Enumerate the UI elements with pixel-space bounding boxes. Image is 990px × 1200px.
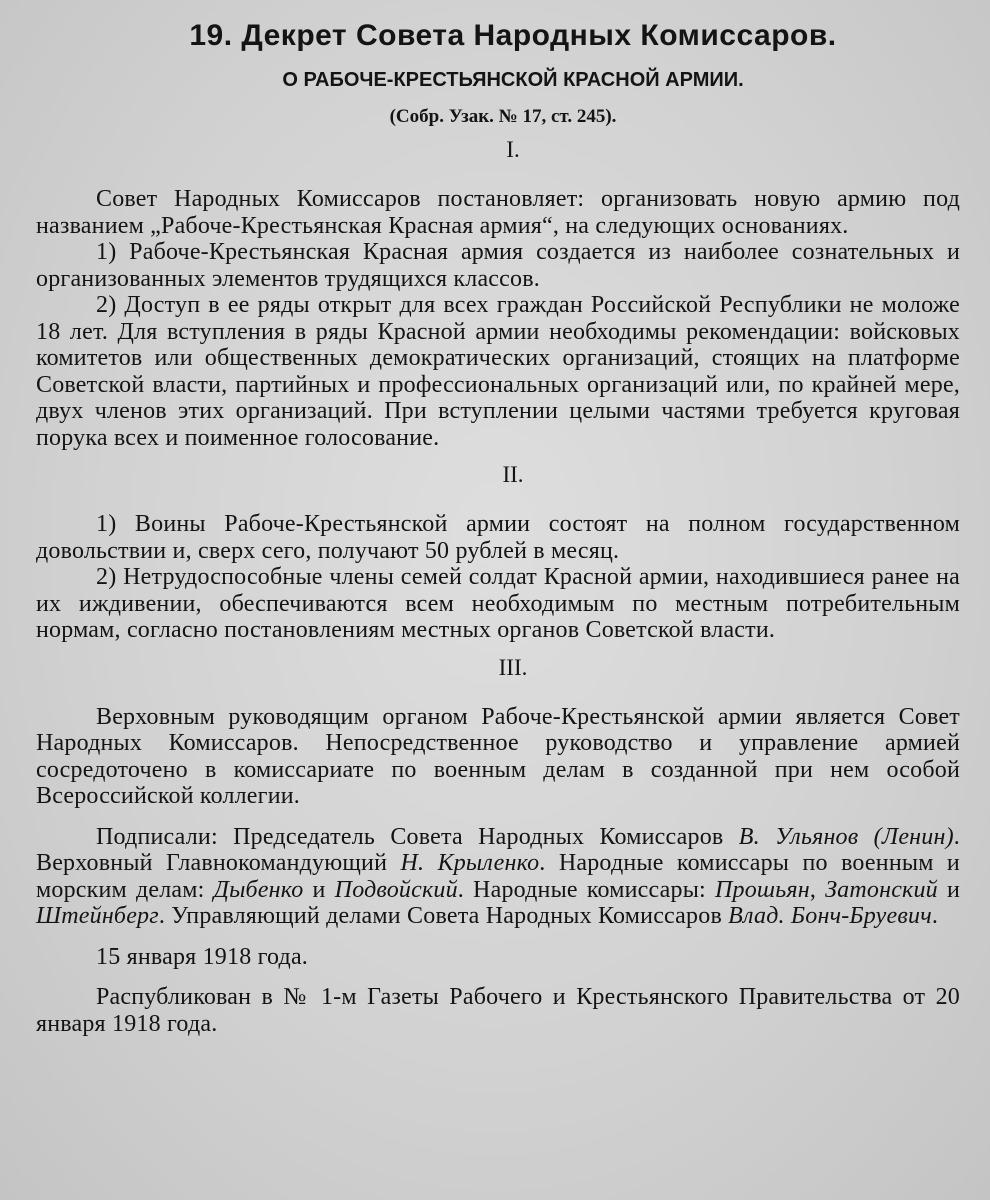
signatures-text-4: и [303, 876, 335, 903]
decree-date: 15 января 1918 года. [96, 943, 309, 970]
section-1-paragraph-1: 1) Рабоче-Крестьянская Красная армия создается из наиболее сознательных и организованных элементов трудящихся классов. [36, 239, 960, 292]
signatures-text-5: . Народные комиссары: [457, 876, 715, 903]
signatory-bonch-bruevich: Влад. Бонч-Бруевич [728, 903, 932, 929]
section-number-1: I. [506, 137, 520, 162]
section-number-3: III. [498, 654, 528, 680]
decree-title: 19. Декрет Совета Народных Комиссаров. [189, 19, 837, 52]
signatory-ulyanov: В. Ульянов (Ленин) [738, 823, 954, 850]
signatures-paragraph [36, 824, 960, 930]
section-2-paragraph-2: 2) Нетрудоспособные члены семей солдат Красной армии, находившиеся ранее на их иждивении, обеспечиваются всем необходимым по местным потребительным нормам, согласно постановлениям местных органов Советской власти. [36, 564, 960, 643]
section-number-2: II. [502, 462, 524, 487]
source-reference: (Собр. Узак. № 17, ст. 245). [389, 106, 617, 127]
signatures-text-6: , [809, 876, 826, 903]
signatory-steinberg: Штейнберг [36, 903, 159, 929]
section-1-paragraph-2: 2) Доступ в ее ряды открыт для всех граждан Российской Республики не моложе 18 лет. Для вступления в ряды Красной армии необходимы рекомендации: войсковых комитетов или общественных демократических организаций, стоящих на платформе Советской власти, партийных и профессиональных организаций или, по крайней мере, двух членов этих организаций. При вступлении целыми частями требуется круговая порука всех и поименное голосование. [36, 292, 960, 451]
signatures-text-9: . [931, 903, 939, 929]
section-3-paragraph-1: Верховным руководящим органом Рабоче-Крестьянской армии является Совет Народных Комиссаров. Непосредственное руководство и управление армией сосредоточено в комиссариате по военным делам в созданной при нем особой Всероссийской коллегии. [36, 703, 960, 809]
signatures-text-2: . Верховный Главнокомандующий [36, 823, 960, 876]
publication-note: Распубликован в № 1-м Газеты Рабочего и Крестьянского Правительства от 20 января 1918 года. [36, 984, 960, 1037]
signatory-podvoisky: Подвойский [334, 876, 458, 903]
signatory-zatonsky: Затонский [825, 876, 938, 903]
signatures-text-8: . Управляющий делами Совета Народных Комиссаров [158, 903, 729, 929]
signatures-text-1: Подписали: Председатель Совета Народных Комиссаров [96, 823, 739, 850]
signatures-text-7: и [937, 876, 960, 903]
signatures-text-3: . Народные комиссары по военным и морским делам: [36, 850, 960, 903]
decree-subtitle: О РАБОЧЕ-КРЕСТЬЯНСКОЙ КРАСНОЙ АРМИИ. [282, 69, 744, 91]
signatory-krylenko: Н. Крыленко [400, 850, 540, 876]
signatory-proshyan: Прошьян [714, 876, 810, 903]
section-1-intro: Совет Народных Комиссаров постановляет: организовать новую армию под названием „Рабоче-Крестьянская Красная армия“, на следующих основаниях. [36, 186, 960, 239]
signatory-dybenko: Дыбенко [213, 876, 304, 903]
section-2-paragraph-1: 1) Воины Рабоче-Крестьянской армии состоят на полном государственном довольствии и, сверх сего, получают 50 рублей в месяц. [36, 511, 960, 564]
